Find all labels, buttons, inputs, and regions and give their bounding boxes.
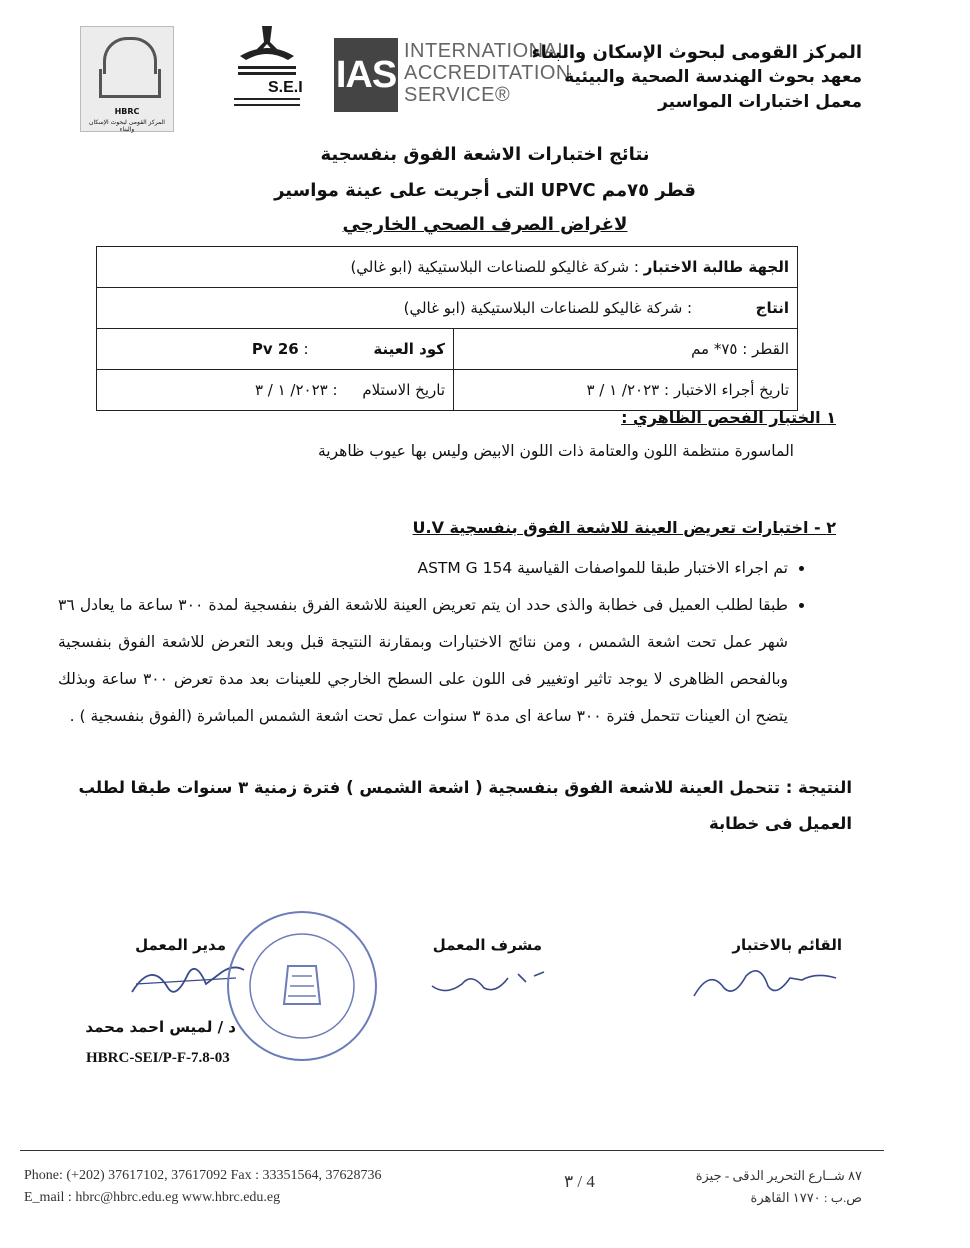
received-label: تاريخ الاستلام	[362, 381, 445, 399]
institute-line: معهد بحوث الهندسة الصحية والبيئية	[564, 67, 862, 87]
footer-email: E_mail : hbrc@hbrc.edu.eg www.hbrc.edu.eg	[24, 1190, 281, 1205]
hbrc-logo	[80, 26, 174, 132]
supervisor-title: مشرف المعمل	[432, 936, 542, 954]
bullet-standard: • تم اجراء الاختبار طبقا للمواصفات القياسية ASTM G 154	[58, 550, 788, 587]
supervisor-signature	[426, 960, 556, 1000]
section1-heading: ١ الختبار الفحص الظاهري :	[621, 408, 836, 427]
footer-address-1: ٨٧ شــارع التحرير الدقى - جيزة	[695, 1168, 862, 1183]
tester-title: القائم بالاختبار	[732, 936, 842, 954]
page-number: ٣ / 4	[564, 1172, 595, 1191]
institute-header	[502, 40, 862, 115]
sample-code-value: Pv 26	[251, 340, 299, 358]
director-title: مدير المعمل	[135, 936, 226, 954]
received-value: ٢٠٢٣/ ١ / ٣	[254, 381, 328, 399]
official-stamp	[222, 906, 382, 1066]
form-code: HBRC-SEI/P-F-7.8-03	[86, 1050, 230, 1066]
received-date-cell: تاريخ الاستلام : ٢٠٢٣/ ١ / ٣	[97, 370, 454, 411]
footer-phone: Phone: (+202) 37617102, 37617092 Fax : 33351564, 37628736	[24, 1168, 382, 1183]
footer-address-2: ص.ب : ١٧٧٠ القاهرة	[750, 1190, 862, 1205]
requester-row: الجهة طالبة الاختبار : شركة غاليكو للصناعات البلاستيكية (ابو غالي)	[97, 247, 798, 288]
test-date-label: تاريخ أجراء الاختبار	[673, 381, 789, 399]
diameter-value: ٧٥* مم	[691, 340, 738, 358]
hbrc-logo-label: HBRC	[114, 107, 140, 116]
production-row: انتاج : شركة غاليكو للصناعات البلاستيكية (ابو غالي)	[97, 288, 798, 329]
institute-line: معمل اختبارات المواسير	[658, 92, 862, 112]
tester-signature	[690, 958, 840, 1004]
diameter-cell: القطر : ٧٥* مم	[454, 329, 798, 370]
requester-label: الجهة طالبة الاختبار	[643, 258, 789, 276]
sample-code-label: كود العينة	[373, 340, 445, 358]
result-text: النتيجة : تتحمل العينة للاشعة الفوق بنفسجية ( اشعة الشمس ) فترة زمنية ٣ سنوات طبقا لطلب العميل فى خطابة	[78, 778, 852, 833]
director-name: د / لميس احمد محمد	[85, 1018, 236, 1036]
sei-logo-label: S.E.I	[268, 79, 303, 96]
diameter-label: القطر	[752, 340, 789, 358]
footer-divider	[20, 1150, 884, 1151]
ias-logo-text: INTERNATIONAL ACCREDITATION SERVICE®	[404, 40, 571, 106]
hbrc-logo-sub: المركز القومى لبحوث الإسكان والبناء	[89, 119, 165, 133]
sei-logo	[228, 22, 306, 122]
institute-line: المركز القومى لبحوث الإسكان والبناء	[531, 42, 862, 63]
requester-value: شركة غاليكو للصناعات البلاستيكية (ابو غالي)	[350, 258, 630, 276]
test-date-cell: تاريخ أجراء الاختبار : ٢٠٢٣/ ١ / ٣	[454, 370, 798, 411]
section2-heading: ٢ - اختبارات تعريض العينة للاشعة الفوق بنفسجية U.V	[412, 518, 836, 537]
section2-body	[58, 550, 810, 735]
sample-code-cell: كود العينة : Pv 26	[97, 329, 454, 370]
production-label: انتاج	[755, 299, 789, 317]
doc-purpose: لاغراض الصرف الصحي الخارجي	[342, 214, 628, 235]
section1-text: الماسورة منتظمة اللون والعتامة ذات اللون الابيض وليس بها عيوب ظاهرية	[317, 442, 794, 460]
doc-title: نتائج اختبارات الاشعة الفوق بنفسجية	[320, 144, 650, 165]
production-value: شركة غاليكو للصناعات البلاستيكية (ابو غالي)	[403, 299, 683, 317]
doc-subtitle: التى أجريت على عينة مواسير UPVC قطر ٧٥مم	[274, 180, 696, 201]
ias-logo: IAS	[334, 38, 398, 112]
bullet-exposure: • طبقا لطلب العميل فى خطابة والذى حدد ان يتم تعريض العينة للاشعة الفرق بنفسجية لمدة ٣٠٠ ساعة ما يعادل ٣٦ شهر عمل تحت اشعة الشمس ، ومن نتائج الاختبارات وبمقارنة النتيجة قبل وبعد التعرض للاشعة الفوق بنفسجية وبالفحص الظاهرى لا يوجد تاثير اوتغيير فى اللون على السطح الخارجي للعينات بعد مدة تعرض ٣٠٠ ساعة وبذلك يتضح ان العينات تتحمل فترة ٣٠٠ ساعة اى مدة ٣ سنوات عمل تحت اشعة الشمس المباشرة (الفوق بنفسجية ) .	[58, 587, 788, 735]
test-date-value: ٢٠٢٣/ ١ / ٣	[586, 381, 660, 399]
sample-info-table	[96, 246, 798, 411]
